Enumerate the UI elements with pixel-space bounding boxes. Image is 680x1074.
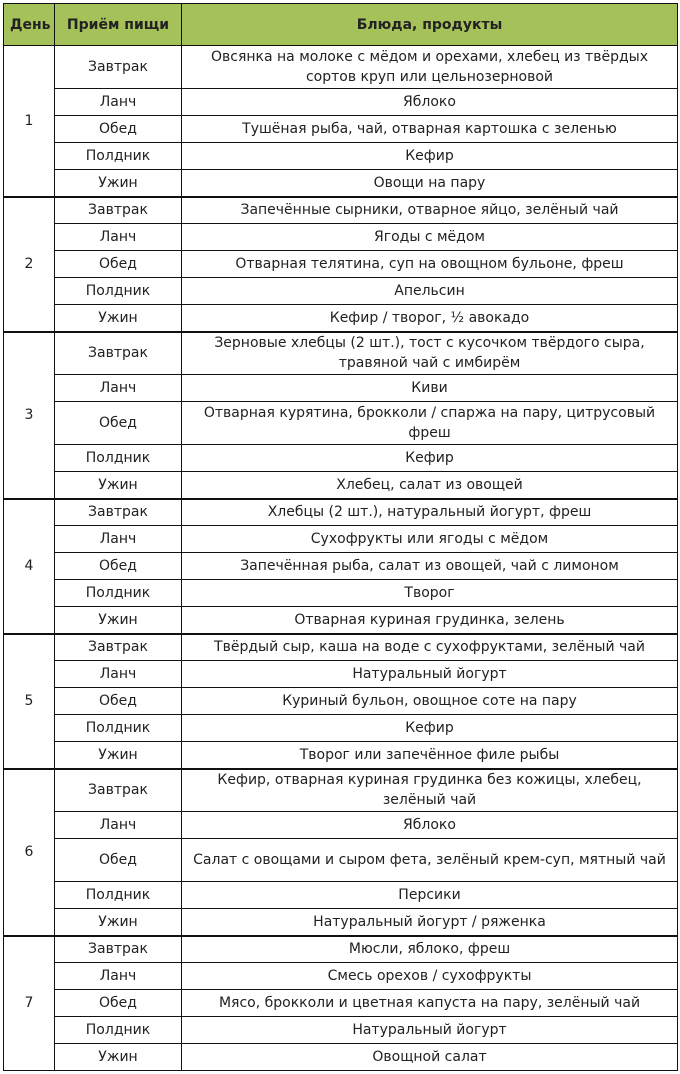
meal-name: Ланч <box>55 224 182 251</box>
meal-name: Завтрак <box>55 936 182 963</box>
table-row <box>4 332 678 375</box>
meal-name: Обед <box>55 688 182 715</box>
table-row <box>4 197 678 224</box>
meal-name: Полдник <box>55 143 182 170</box>
meal-name: Завтрак <box>55 769 182 812</box>
meal-name: Полдник <box>55 445 182 472</box>
meal-name: Полдник <box>55 580 182 607</box>
dish-description: Куриный бульон, овощное соте на пару <box>182 688 678 715</box>
meal-name: Ужин <box>55 170 182 197</box>
table-row <box>4 688 678 715</box>
dish-description: Творог или запечённое филе рыбы <box>182 742 678 769</box>
meal-name: Обед <box>55 553 182 580</box>
table-row <box>4 936 678 963</box>
dish-description: Натуральный йогурт / ряженка <box>182 909 678 936</box>
day-number: 1 <box>4 46 55 197</box>
dish-description: Овощи на пару <box>182 170 678 197</box>
day-number: 7 <box>4 936 55 1071</box>
meal-name: Обед <box>55 990 182 1017</box>
table-row <box>4 89 678 116</box>
table-header-row <box>4 4 678 46</box>
dish-description: Апельсин <box>182 278 678 305</box>
dish-description: Мюсли, яблоко, фреш <box>182 936 678 963</box>
table-row <box>4 553 678 580</box>
table-row <box>4 251 678 278</box>
meal-name: Завтрак <box>55 46 182 89</box>
meal-name: Полдник <box>55 715 182 742</box>
day-number: 2 <box>4 197 55 332</box>
meal-name: Завтрак <box>55 634 182 661</box>
table-row <box>4 116 678 143</box>
table-row <box>4 278 678 305</box>
table-row <box>4 1017 678 1044</box>
dish-description: Отварная курятина, брокколи / спаржа на пару, цитрусовый фреш <box>182 402 678 445</box>
table-row <box>4 143 678 170</box>
meal-name: Ужин <box>55 909 182 936</box>
table-row <box>4 839 678 882</box>
dish-description: Яблоко <box>182 812 678 839</box>
table-row <box>4 715 678 742</box>
meal-name: Завтрак <box>55 499 182 526</box>
meal-name: Полдник <box>55 1017 182 1044</box>
dish-description: Кефир, отварная куриная грудинка без кожицы, хлебец, зелёный чай <box>182 769 678 812</box>
header-dish: Блюда, продукты <box>182 4 678 46</box>
dish-description: Твёрдый сыр, каша на воде с сухофруктами, зелёный чай <box>182 634 678 661</box>
dish-description: Натуральный йогурт <box>182 1017 678 1044</box>
dish-description: Отварная куриная грудинка, зелень <box>182 607 678 634</box>
meal-name: Ужин <box>55 1044 182 1071</box>
table-row <box>4 224 678 251</box>
meal-name: Ужин <box>55 742 182 769</box>
meal-name: Обед <box>55 251 182 278</box>
day-number: 6 <box>4 769 55 936</box>
meal-name: Полдник <box>55 882 182 909</box>
meal-name: Ланч <box>55 963 182 990</box>
table-row <box>4 402 678 445</box>
table-row <box>4 990 678 1017</box>
dish-description: Яблоко <box>182 89 678 116</box>
table-row <box>4 1044 678 1071</box>
table-row <box>4 661 678 688</box>
dish-description: Натуральный йогурт <box>182 661 678 688</box>
dish-description: Творог <box>182 580 678 607</box>
meal-name: Ланч <box>55 661 182 688</box>
header-meal: Приём пищи <box>55 4 182 46</box>
table-row <box>4 909 678 936</box>
dish-description: Салат с овощами и сыром фета, зелёный крем-суп, мятный чай <box>182 839 678 882</box>
dish-description: Овсянка на молоке с мёдом и орехами, хлебец из твёрдых сортов круп или цельнозерновой <box>182 46 678 89</box>
dish-description: Запечённая рыба, салат из овощей, чай с лимоном <box>182 553 678 580</box>
meal-name: Завтрак <box>55 332 182 375</box>
table-row <box>4 634 678 661</box>
meal-name: Ужин <box>55 305 182 332</box>
meal-name: Обед <box>55 839 182 882</box>
day-number: 5 <box>4 634 55 769</box>
table-row <box>4 812 678 839</box>
table-row <box>4 472 678 499</box>
table-row <box>4 963 678 990</box>
dish-description: Запечённые сырники, отварное яйцо, зелёный чай <box>182 197 678 224</box>
header-day: День <box>4 4 55 46</box>
dish-description: Мясо, брокколи и цветная капуста на пару, зелёный чай <box>182 990 678 1017</box>
dish-description: Отварная телятина, суп на овощном бульоне, фреш <box>182 251 678 278</box>
day-number: 4 <box>4 499 55 634</box>
dish-description: Киви <box>182 375 678 402</box>
meal-name: Ужин <box>55 607 182 634</box>
table-row <box>4 305 678 332</box>
table-row <box>4 580 678 607</box>
dish-description: Кефир <box>182 715 678 742</box>
meal-name: Завтрак <box>55 197 182 224</box>
dish-description: Кефир <box>182 143 678 170</box>
table-row <box>4 445 678 472</box>
dish-description: Кефир / творог, ½ авокадо <box>182 305 678 332</box>
dish-description: Кефир <box>182 445 678 472</box>
meal-name: Ланч <box>55 526 182 553</box>
meal-name: Обед <box>55 116 182 143</box>
table-row <box>4 742 678 769</box>
meal-name: Ланч <box>55 812 182 839</box>
dish-description: Персики <box>182 882 678 909</box>
meal-name: Полдник <box>55 278 182 305</box>
meal-name: Обед <box>55 402 182 445</box>
table-row <box>4 170 678 197</box>
table-row <box>4 882 678 909</box>
table-row <box>4 375 678 402</box>
meal-name: Ужин <box>55 472 182 499</box>
dish-description: Хлебцы (2 шт.), натуральный йогурт, фреш <box>182 499 678 526</box>
meal-plan-table <box>3 3 678 1071</box>
dish-description: Хлебец, салат из овощей <box>182 472 678 499</box>
dish-description: Смесь орехов / сухофрукты <box>182 963 678 990</box>
table-row <box>4 526 678 553</box>
table-row <box>4 499 678 526</box>
dish-description: Овощной салат <box>182 1044 678 1071</box>
meal-name: Ланч <box>55 375 182 402</box>
dish-description: Тушёная рыба, чай, отварная картошка с зеленью <box>182 116 678 143</box>
table-row <box>4 607 678 634</box>
day-number: 3 <box>4 332 55 499</box>
meal-name: Ланч <box>55 89 182 116</box>
dish-description: Зерновые хлебцы (2 шт.), тост с кусочком твёрдого сыра, травяной чай с имбирём <box>182 332 678 375</box>
dish-description: Ягоды с мёдом <box>182 224 678 251</box>
table-row <box>4 46 678 89</box>
dish-description: Сухофрукты или ягоды с мёдом <box>182 526 678 553</box>
table-row <box>4 769 678 812</box>
table-body <box>4 46 678 1071</box>
